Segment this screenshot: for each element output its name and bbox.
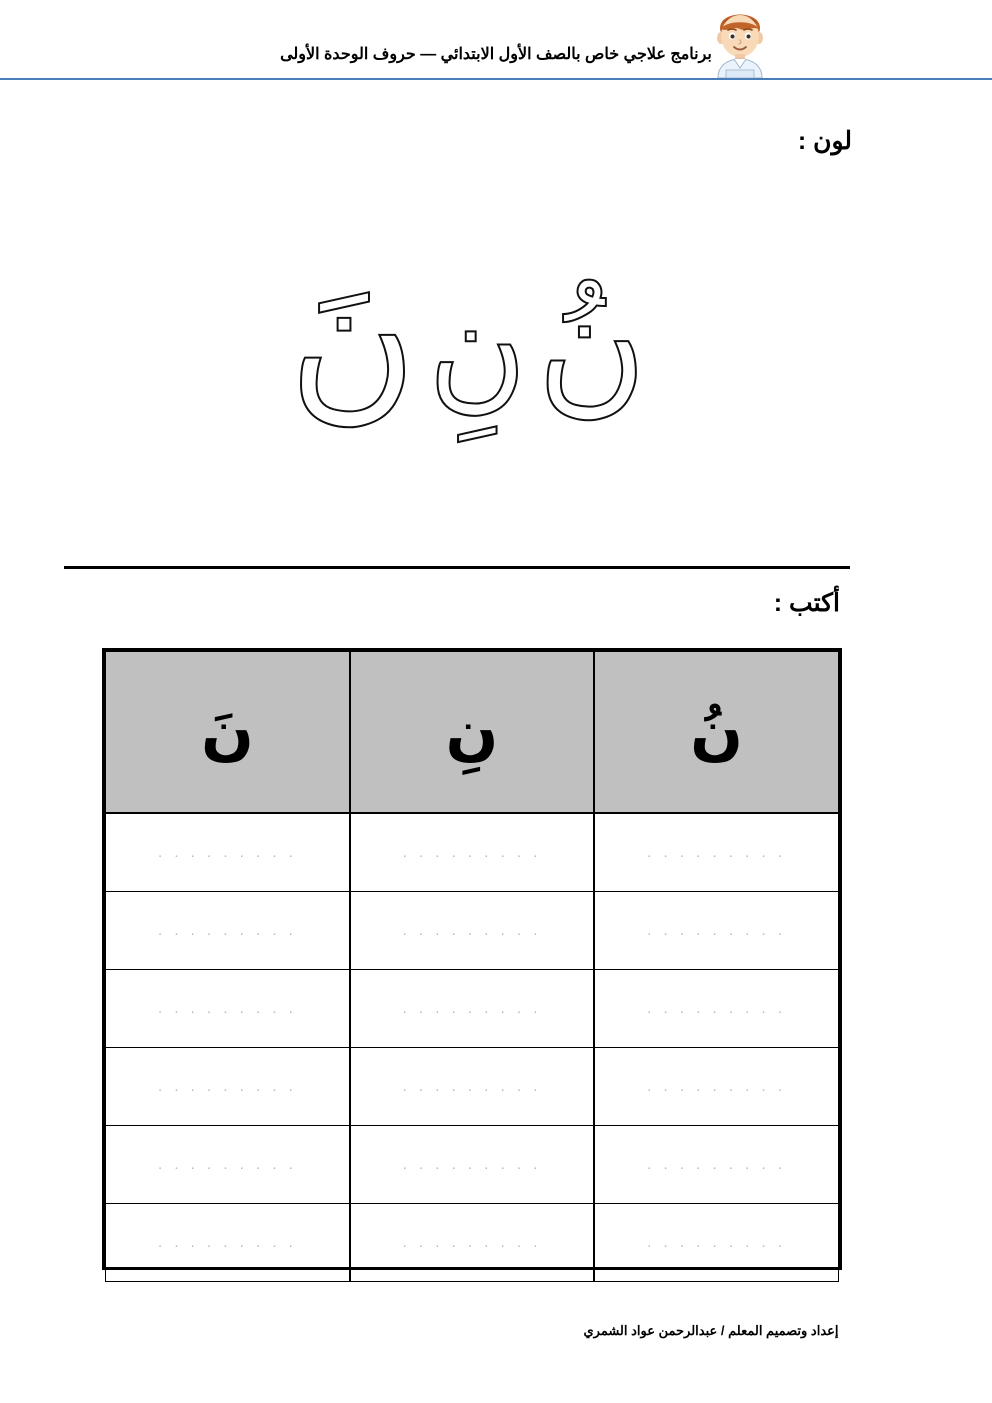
outline-letter-1: نُ	[536, 258, 647, 432]
practice-table	[102, 648, 842, 1270]
dots-guide: . . . . . . . . .	[402, 1155, 542, 1173]
table-row	[106, 1204, 839, 1282]
dots-guide: . . . . . . . . .	[647, 1077, 787, 1095]
practice-cell[interactable]	[350, 1204, 594, 1282]
practice-cell[interactable]	[594, 892, 838, 970]
write-section-label: أكتب :	[773, 589, 840, 617]
dots-guide: . . . . . . . . .	[157, 921, 297, 939]
practice-cell[interactable]	[106, 892, 350, 970]
outline-letter-2: نِ	[427, 269, 527, 426]
practice-cell[interactable]	[350, 813, 594, 892]
outline-letter-3: نَ	[288, 238, 417, 441]
practice-cell[interactable]	[106, 813, 350, 892]
dots-guide: . . . . . . . . .	[157, 843, 297, 861]
table-row	[106, 1126, 839, 1204]
dots-guide: . . . . . . . . .	[157, 1233, 297, 1251]
dots-guide: . . . . . . . . .	[647, 1155, 787, 1173]
table-row	[106, 1048, 839, 1126]
practice-cell[interactable]	[350, 1126, 594, 1204]
practice-cell[interactable]	[106, 1204, 350, 1282]
table-row	[106, 970, 839, 1048]
dots-guide: . . . . . . . . .	[402, 999, 542, 1017]
practice-cell[interactable]	[106, 970, 350, 1048]
dots-guide: . . . . . . . . .	[157, 1155, 297, 1173]
practice-cell[interactable]	[594, 1126, 838, 1204]
footer-credit: إعداد وتصميم المعلم / عبدالرحمن عواد الشمري	[583, 1323, 839, 1338]
page-footer	[0, 1322, 992, 1340]
dots-guide: . . . . . . . . .	[647, 921, 787, 939]
table-row	[106, 892, 839, 970]
practice-cell[interactable]	[106, 1126, 350, 1204]
color-section-label: لون :	[797, 127, 852, 155]
practice-cell[interactable]	[594, 1204, 838, 1282]
model-cell-2	[350, 652, 594, 814]
model-cell-1	[594, 652, 838, 814]
page-header	[0, 0, 992, 80]
model-cell-3	[106, 652, 350, 814]
model-letter-3: نَ	[200, 695, 254, 768]
boy-avatar-icon	[700, 2, 780, 78]
dots-guide: . . . . . . . . .	[402, 1233, 542, 1251]
dots-guide: . . . . . . . . .	[647, 843, 787, 861]
dots-guide: . . . . . . . . .	[647, 999, 787, 1017]
color-letters-area	[0, 230, 992, 520]
practice-cell[interactable]	[350, 1048, 594, 1126]
header-divider	[0, 78, 992, 80]
dots-guide: . . . . . . . . .	[402, 921, 542, 939]
model-letter-2: نِ	[445, 695, 499, 768]
table-row	[106, 813, 839, 892]
dots-guide: . . . . . . . . .	[647, 1233, 787, 1251]
practice-cell[interactable]	[350, 970, 594, 1048]
dots-guide: . . . . . . . . .	[402, 843, 542, 861]
practice-cell[interactable]	[106, 1048, 350, 1126]
practice-cell[interactable]	[594, 813, 838, 892]
model-letter-1: نُ	[690, 695, 744, 768]
header-title: برنامج علاجي خاص بالصف الأول الابتدائي — حروف الوحدة الأولى	[280, 46, 712, 63]
dots-guide: . . . . . . . . .	[402, 1077, 542, 1095]
dots-guide: . . . . . . . . .	[157, 1077, 297, 1095]
section-separator	[64, 566, 850, 569]
table-row	[106, 652, 839, 814]
practice-cell[interactable]	[594, 970, 838, 1048]
practice-cell[interactable]	[350, 892, 594, 970]
dots-guide: . . . . . . . . .	[157, 999, 297, 1017]
practice-cell[interactable]	[594, 1048, 838, 1126]
